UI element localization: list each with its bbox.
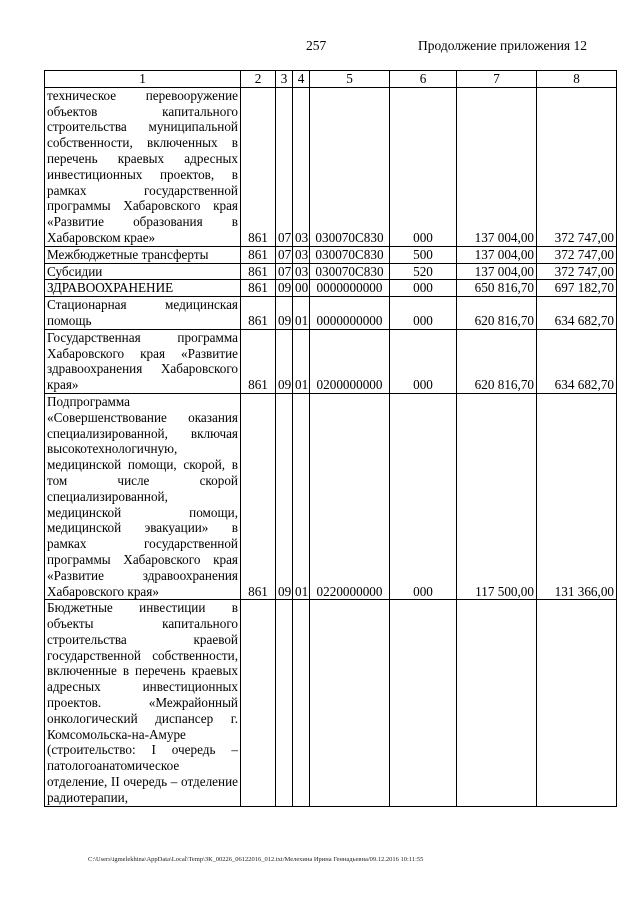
cell-section: 09 <box>276 329 293 393</box>
cell-amount-2: 372 747,00 <box>537 246 617 263</box>
cell-target-article: 0000000000 <box>310 280 390 297</box>
cell-expense-type: 000 <box>390 87 457 246</box>
cell-subsection: 03 <box>293 87 310 246</box>
cell-section: 09 <box>276 297 293 330</box>
row-name: ЗДРАВООХРАНЕНИЕ <box>45 280 241 297</box>
cell-subsection: 03 <box>293 246 310 263</box>
cell-amount-1: 620 816,70 <box>457 297 537 330</box>
column-header: 6 <box>390 71 457 88</box>
column-header: 5 <box>310 71 390 88</box>
cell-section: 09 <box>276 393 293 599</box>
cell-department: 861 <box>241 329 276 393</box>
cell-section <box>276 600 293 806</box>
cell-amount-1: 137 004,00 <box>457 263 537 280</box>
table-row <box>45 393 617 599</box>
cell-subsection: 03 <box>293 263 310 280</box>
cell-target-article: 0000000000 <box>310 297 390 330</box>
column-header: 4 <box>293 71 310 88</box>
cell-amount-2: 131 366,00 <box>537 393 617 599</box>
cell-target-article: 030070С830 <box>310 87 390 246</box>
cell-subsection: 01 <box>293 297 310 330</box>
cell-section: 09 <box>276 280 293 297</box>
column-header: 2 <box>241 71 276 88</box>
cell-expense-type <box>390 600 457 806</box>
page-number: 257 <box>306 38 327 53</box>
cell-department <box>241 600 276 806</box>
cell-expense-type: 000 <box>390 329 457 393</box>
cell-amount-2: 697 182,70 <box>537 280 617 297</box>
column-header: 8 <box>537 71 617 88</box>
table-row <box>45 600 617 806</box>
cell-target-article: 0200000000 <box>310 329 390 393</box>
column-header: 7 <box>457 71 537 88</box>
cell-target-article <box>310 600 390 806</box>
cell-amount-2 <box>537 600 617 806</box>
cell-amount-1: 117 500,00 <box>457 393 537 599</box>
cell-subsection: 01 <box>293 393 310 599</box>
cell-expense-type: 000 <box>390 297 457 330</box>
cell-subsection: 01 <box>293 329 310 393</box>
cell-subsection <box>293 600 310 806</box>
budget-table <box>44 70 617 807</box>
table-header-row <box>45 71 617 88</box>
cell-section: 07 <box>276 87 293 246</box>
cell-target-article: 030070С830 <box>310 263 390 280</box>
table-row <box>45 263 617 280</box>
cell-target-article: 030070С830 <box>310 246 390 263</box>
file-path-footer: C:\Users\igmelekhina\AppData\Local\Temp\ЗК_00226_06122016_012.txt/Мелехина Ирина Геннадьевна/09.12.2016 10:11:55 <box>88 856 424 863</box>
cell-department: 861 <box>241 263 276 280</box>
cell-department: 861 <box>241 297 276 330</box>
table-row <box>45 280 617 297</box>
cell-section: 07 <box>276 263 293 280</box>
cell-department: 861 <box>241 280 276 297</box>
table-row <box>45 246 617 263</box>
cell-amount-1: 650 816,70 <box>457 280 537 297</box>
cell-amount-2: 372 747,00 <box>537 263 617 280</box>
cell-subsection: 00 <box>293 280 310 297</box>
row-name: техническое перевооружение объектов капитального строительства муниципальной собственности, включенных в перечень краевых адресных инвестиционных проектов, в рамках государственной программы Хабаровского края «Развитие образования в Хабаровском крае» <box>45 87 241 246</box>
cell-section: 07 <box>276 246 293 263</box>
cell-department: 861 <box>241 87 276 246</box>
table-row <box>45 297 617 330</box>
cell-expense-type: 500 <box>390 246 457 263</box>
cell-amount-1: 137 004,00 <box>457 246 537 263</box>
cell-department: 861 <box>241 246 276 263</box>
cell-amount-2: 634 682,70 <box>537 329 617 393</box>
table-row <box>45 87 617 246</box>
cell-expense-type: 000 <box>390 280 457 297</box>
row-name: Стационарная медицинская помощь <box>45 297 241 330</box>
cell-amount-2: 634 682,70 <box>537 297 617 330</box>
cell-expense-type: 520 <box>390 263 457 280</box>
row-name: Подпрограмма «Совершенствование оказания специализированной, включая высокотехнологичную, медицинской помощи, скорой, в том числе скорой специализированной, медицинской помощи, медицинской эвакуации» в рамках государственной программы Хабаровского края «Развитие здравоохранения Хабаровского края» <box>45 393 241 599</box>
column-header: 1 <box>45 71 241 88</box>
row-name: Государственная программа Хабаровского края «Развитие здравоохранения Хабаровского края» <box>45 329 241 393</box>
row-name: Бюджетные инвестиции в объекты капитального строительства краевой государственной собственности, включенные в перечень краевых адресных инвестиционных проектов. «Межрайонный онкологический диспансер г. Комсомольска-на-Амуре (строительство: I очередь – патологоанатомическое отделение, II очередь – отделение радиотерапии, <box>45 600 241 806</box>
table-row <box>45 329 617 393</box>
cell-amount-1: 137 004,00 <box>457 87 537 246</box>
row-name: Субсидии <box>45 263 241 280</box>
cell-amount-2: 372 747,00 <box>537 87 617 246</box>
row-name: Межбюджетные трансферты <box>45 246 241 263</box>
continuation-heading: Продолжение приложения 12 <box>418 38 588 53</box>
cell-expense-type: 000 <box>390 393 457 599</box>
column-header: 3 <box>276 71 293 88</box>
cell-amount-1 <box>457 600 537 806</box>
cell-department: 861 <box>241 393 276 599</box>
cell-target-article: 0220000000 <box>310 393 390 599</box>
cell-amount-1: 620 816,70 <box>457 329 537 393</box>
